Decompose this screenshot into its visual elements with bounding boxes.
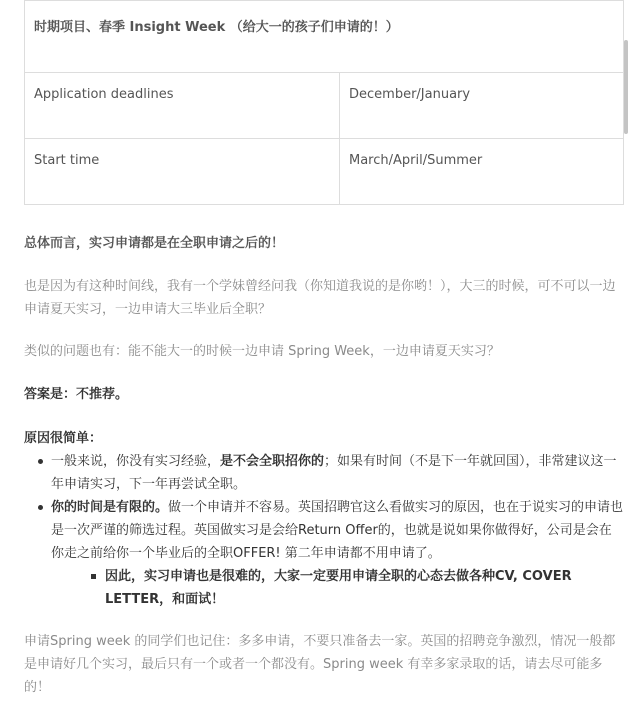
- similar-question-paragraph: 类似的问题也有：能不能大一的时候一边申请 Spring Week，一边申请夏天实习？: [24, 344, 500, 359]
- list-item: [24, 450, 624, 496]
- closing-paragraph: 申请Spring week 的同学们也记住：多多申请，不要只准备去一家。英国的招聘竞争激烈，情况一般都是申请好几个实习，最后只有一个或者一个都没有。Spring week 有幸多家录取的话，请去尽可能多的！: [24, 634, 616, 695]
- bullet-text: 一般来说，你没有实习经验，: [51, 454, 221, 469]
- list-item: [24, 496, 624, 611]
- table-row: [25, 73, 624, 139]
- table-label-cell: Application deadlines: [25, 73, 340, 139]
- table-title-cell: 时期项目、春季 Insight Week （给大一的孩子们申请的！）: [25, 1, 624, 73]
- insight-week-table: [24, 0, 624, 205]
- table-label-cell: Start time: [25, 139, 340, 205]
- summary-paragraph: 总体而言，实习申请都是在全职申请之后的！: [24, 236, 285, 251]
- table-value-cell: March/April/Summer: [340, 139, 624, 205]
- reason-list: [24, 450, 624, 611]
- table-row: [25, 1, 624, 73]
- bullet-text: ；如果有时间（不是下一年就回国），非常建议这一年申请实习，下一年再尝试全职。: [51, 454, 617, 492]
- reason-title: 原因很简单：: [24, 431, 103, 446]
- sub-list-item: 因此，实习申请也是很难的，大家一定要用申请全职的心态去做各种CV, COVER LETTER，和面试！: [51, 565, 624, 611]
- scrollbar[interactable]: [624, 40, 628, 134]
- table-value-cell: December/January: [340, 73, 624, 139]
- bullet-bold-text: 是不会全职招你的: [220, 454, 325, 469]
- table-row: [25, 139, 624, 205]
- answer-paragraph: 答案是：不推荐。: [24, 387, 129, 402]
- bullet-text: 做一个申请并不容易。英国招聘官这么看做实习的原因，也在于说实习的申请也是一次严谨的筛选过程。英国做实习是会给Return Offer的，也就是说如果你做得好，公司是会在你走之前给你一个毕业后的全职OFFER! 第二年申请都不用申请了。: [51, 500, 624, 561]
- sub-list: [51, 565, 624, 611]
- question-paragraph: 也是因为有这种时间线，我有一个学妹曾经问我（你知道我说的是你哟！），大三的时候，可不可以一边申请夏天实习，一边申请大三毕业后全职？: [24, 279, 616, 317]
- bullet-bold-text: 你的时间是有限的。: [51, 500, 169, 515]
- article-body: [24, 232, 624, 699]
